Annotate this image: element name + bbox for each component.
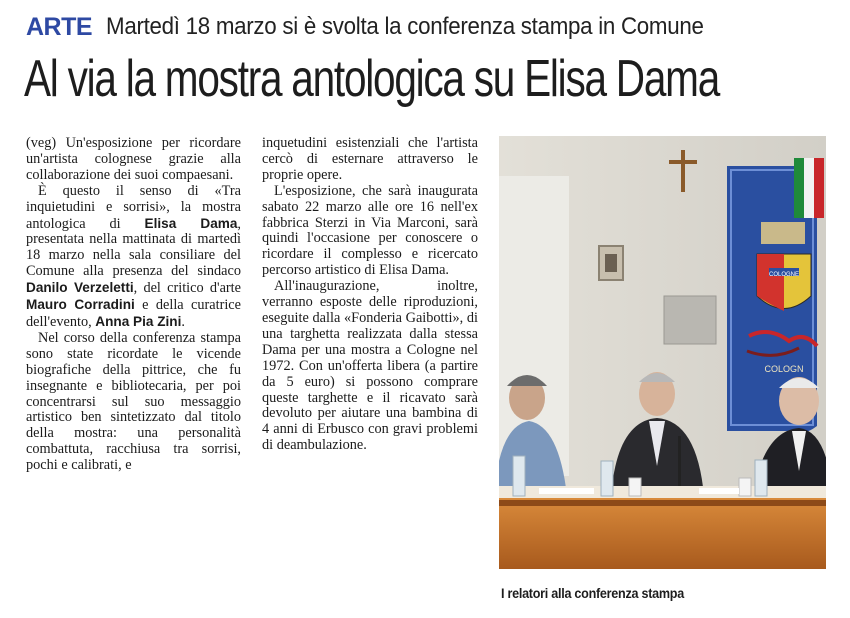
kicker-text: Martedì 18 marzo si è svolta la conferenza stampa in Comune <box>106 13 704 40</box>
paragraph: L'esposizione, che sarà inaugurata sabato 22 marzo alle ore 16 nell'ex fabbrica Sterzi in Via Marconi, sarà quindi l'occasione per conoscere o ricordare il complesso e ricercato percorso artistico di Elisa Dama. <box>262 182 478 279</box>
banner-text: COLOGNE <box>768 272 800 278</box>
kicker-line <box>26 10 749 44</box>
conference-table <box>499 498 826 569</box>
crucifix-icon <box>681 150 685 192</box>
article-column-1 <box>26 136 241 474</box>
section-tag: ARTE <box>26 12 93 41</box>
banner-text-bottom: COLOGN <box>764 364 804 374</box>
photo-caption: I relatori alla conferenza stampa <box>501 585 684 601</box>
headline: Al via la mostra antologica su Elisa Dama <box>24 50 720 108</box>
paragraph: Nel corso della conferenza stampa sono state ricordate le vicende biografiche della pittrice, che fu insegnante e bibliotecaria, per poi concentrarsi sul suo messaggio artistico ben sintetizzato dal titolo della mostra: una personalità combattuta, racchiusa tra sorrisi, pochi e calibrati, e <box>26 329 241 474</box>
article-column-2 <box>262 136 478 454</box>
wall-box <box>664 296 716 344</box>
paragraph: All'inaugurazione, inoltre, verranno esposte delle riproduzioni, eseguite dalla «Fonderia Gaibotti», di una targhetta realizzata dalla stessa Dama per una mostra a Cologne nel 1972. Con un'offerta libera (a partire da 5 euro) si possono comprare queste targhette e il ricavato sarà devoluto per aiutare una bambina di 4 anni di Erbusco con gravi problemi di deambulazione. <box>262 278 478 454</box>
person-name: Anna Pia Zini <box>95 313 182 329</box>
person-name: Mauro Corradini <box>26 297 135 313</box>
conference-photo <box>499 136 826 569</box>
conference-photo-illustration <box>499 136 826 569</box>
paragraph: inquetudini esistenziali che l'artista cercò di esternare attraverso le proprie opere. <box>262 135 478 183</box>
person-name: Elisa Dama <box>144 215 238 231</box>
person-name: Danilo Verzeletti <box>26 280 134 296</box>
paragraph: È questo il senso di «Tra inquietudini e sorrisi», la mostra antologica di Elisa Dama, presentata nella mattinata di martedì 18 marzo nella sala consiliare del Comune alla presenza del sindaco Danilo Verzeletti, del critico d'arte Mauro Corradini e della curatrice dell'evento, Anna Pia Zini. <box>26 182 241 330</box>
paragraph: (veg) Un'esposizione per ricordare un'artista colognese grazie alla collaborazione dei suoi compaesani. <box>26 135 241 183</box>
